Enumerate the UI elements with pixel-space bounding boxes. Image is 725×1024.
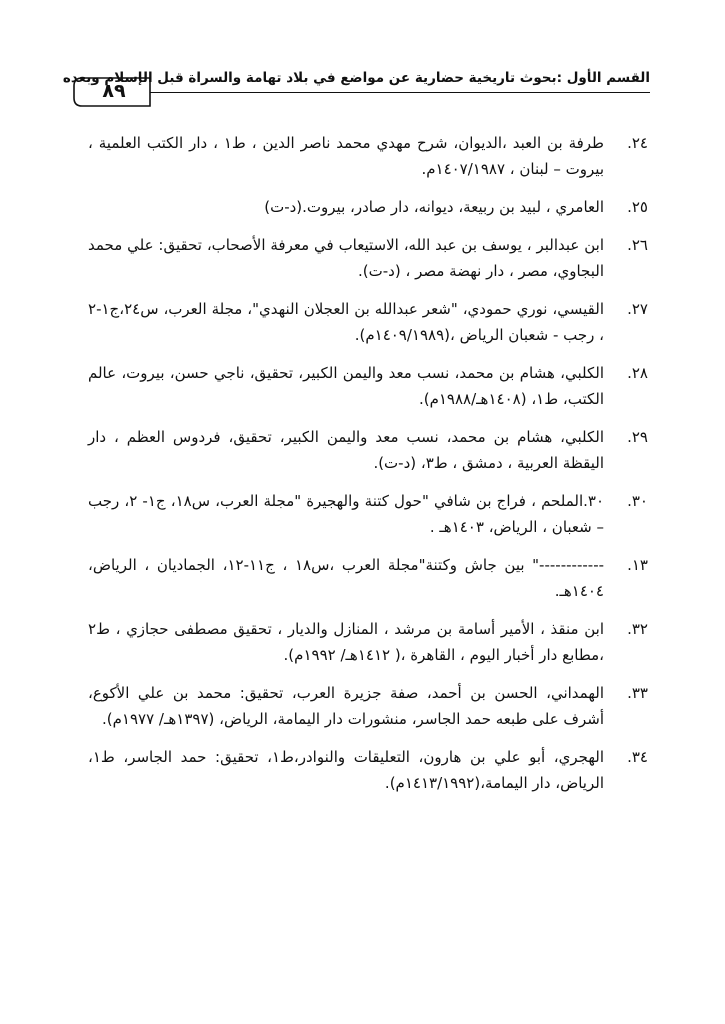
reference-number: ٢٦.: [627, 236, 648, 254]
reference-text: الكلبي، هشام بن محمد، نسب معد واليمن الكبير، تحقيق، ناجي حسن، بيروت، عالم الكتب، ط١، (١٤٠٨هـ/١٩٨٨م).: [88, 364, 604, 408]
header-title: القسم الأول :بحوث تاريخية حضارية عن مواضع في بلاد تهامة والسراة قبل الإسلام وبعده: [62, 70, 650, 86]
page-header: [62, 62, 650, 112]
reference-text: ٣٠.الملحم ، فراج بن شافي "حول كتنة والهجيرة "مجلة العرب، س١٨، ج١- ٢، رجب – شعبان ، الرياض، ١٤٠٣هـ .: [88, 492, 605, 536]
reference-item: [88, 616, 648, 668]
references-list: [88, 130, 648, 808]
reference-item: [88, 130, 648, 182]
reference-number: ٣٠.: [627, 492, 648, 510]
reference-number: ٢٨.: [627, 364, 648, 382]
reference-text: الهجري، أبو علي بن هارون، التعليقات والنوادر،ط١، تحقيق: حمد الجاسر، ط١، الرياض، دار اليمامة،(١٤١٣/١٩٩٢م).: [88, 748, 604, 792]
reference-number: ٣٣.: [627, 684, 648, 702]
reference-text: ابن منقذ ، الأمير أسامة بن مرشد ، المنازل والديار ، تحقيق مصطفى حجازي ، ط٢ ،مطابع دار أخبار اليوم ، القاهرة ،( ١٤١٢هـ/ ١٩٩٢م).: [88, 620, 604, 664]
reference-item: [88, 424, 648, 476]
reference-item: [88, 680, 648, 732]
reference-text: الكلبي، هشام بن محمد، نسب معد واليمن الكبير، تحقيق، فردوس العظم ، دار اليقظة العربية ، دمشق ، ط٣، (د-ت).: [88, 428, 604, 472]
page-number-badge: [72, 76, 156, 108]
reference-text: ------------" بين جاش وكتنة"مجلة العرب ،س١٨ ، ج١١-١٢، الجماديان ، الرياض، ١٤٠٤هـ.: [88, 556, 605, 600]
reference-item: [88, 552, 648, 604]
reference-text: القيسي، نوري حمودي، "شعر عبدالله بن العجلان النهدي"، مجلة العرب، س٢٤،ج١-٢ ، رجب - شعبان الرياض ،(١٤٠٩/١٩٨٩م).: [88, 300, 604, 344]
reference-item: [88, 232, 648, 284]
reference-number: ٣٤.: [627, 748, 648, 766]
reference-item: [88, 194, 648, 220]
reference-number: ١٣.: [627, 556, 648, 574]
header-rule: [150, 92, 650, 93]
reference-text: طرفة بن العبد ،الديوان، شرح مهدي محمد ناصر الدين ، ط١ ، دار الكتب العلمية ، بيروت – لبنان ، ١٤٠٧/١٩٨٧م.: [88, 134, 604, 178]
reference-text: العامري ، لبيد بن ربيعة، ديوانه، دار صادر، بيروت.(د-ت): [264, 198, 604, 216]
reference-number: ٢٤.: [627, 134, 648, 152]
reference-item: [88, 744, 648, 796]
reference-item: [88, 360, 648, 412]
reference-number: ٢٥.: [627, 198, 648, 216]
reference-number: ٢٧.: [627, 300, 648, 318]
reference-item: [88, 296, 648, 348]
reference-number: ٢٩.: [627, 428, 648, 446]
reference-item: [88, 488, 648, 540]
page-number: ٨٩: [102, 80, 126, 102]
reference-text: ابن عبدالبر ، يوسف بن عبد الله، الاستيعاب في معرفة الأصحاب، تحقيق: علي محمد البجاوي، مصر ، دار نهضة مصر ، (د-ت).: [88, 236, 604, 280]
reference-number: ٣٢.: [627, 620, 648, 638]
reference-text: الهمداني، الحسن بن أحمد، صفة جزيرة العرب، تحقيق: محمد بن علي الأكوع، أشرف على طبعه حمد الجاسر، منشورات دار اليمامة، الرياض، (١٣٩٧هـ/ ١٩٧٧م).: [88, 684, 604, 728]
